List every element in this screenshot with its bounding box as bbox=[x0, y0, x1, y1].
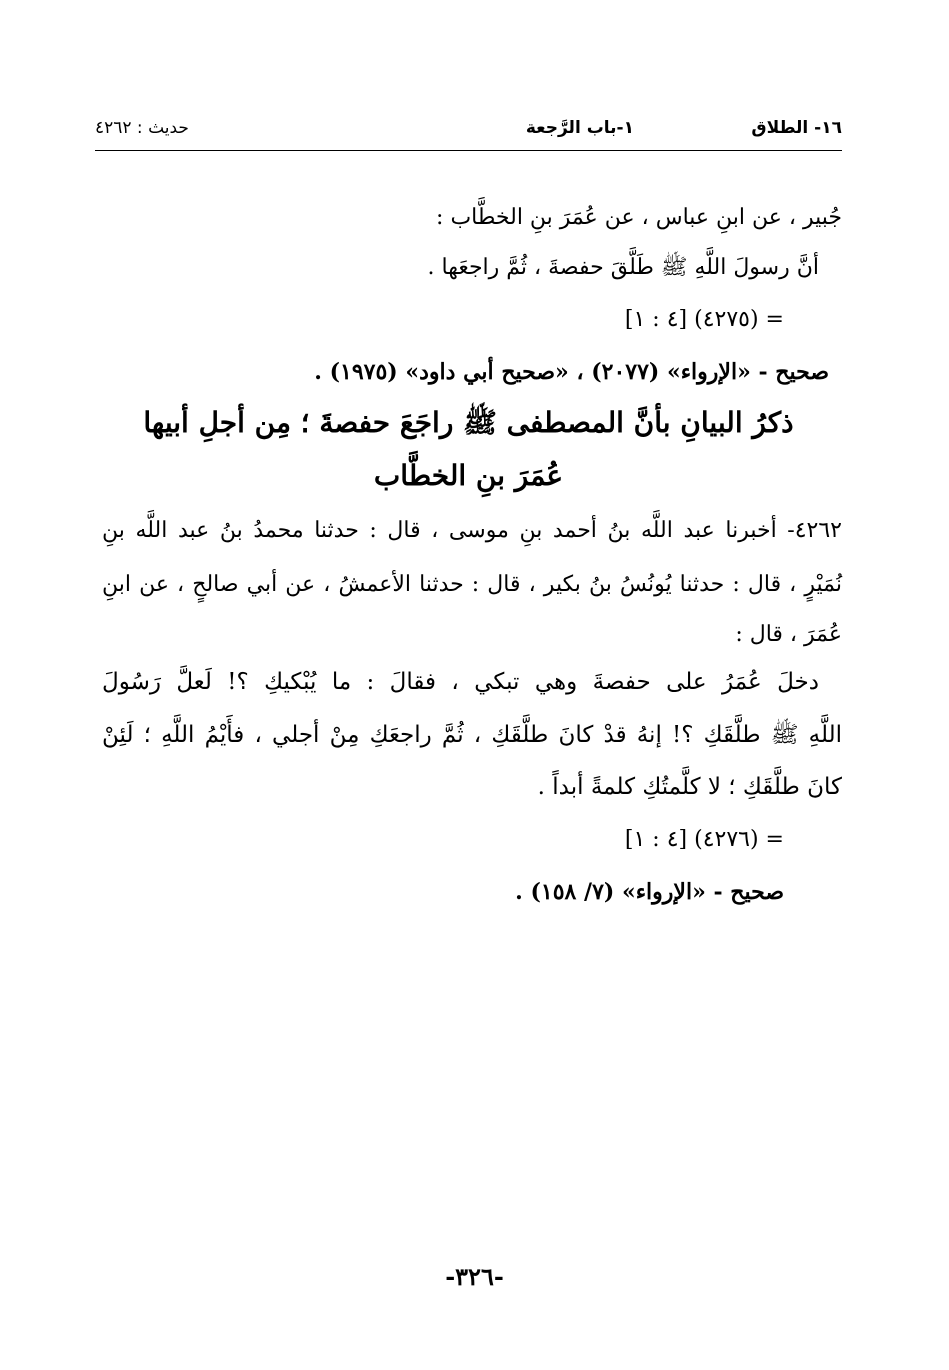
page-number: -٣٢٦- bbox=[445, 1262, 504, 1291]
matn-line-2: اللَّهِ ﷺ طلَّقَكِ ؟! إنهُ قدْ كانَ طلَّقَكِ ، ثُمَّ راجعَكِ مِنْ أجلي ، فأَيْمُ اللَّهِ ؛ لَئِنْ bbox=[102, 722, 842, 748]
section-heading-line-1: ذكرُ البيانِ بأنَّ المصطفى ﷺ راجَعَ حفصةَ ؛ مِن أجلِ أبيها bbox=[143, 406, 794, 439]
isnad-line-1: ٤٢٦٢- أخبرنا عبد اللَّه بنُ أحمد بنِ موسى ، قال : حدثنا محمدُ بنُ عبد اللَّه بنِ bbox=[102, 518, 842, 543]
hadith-grade: صحيح - «الإرواء» (٧/ ١٥٨) . bbox=[515, 879, 784, 905]
section-heading-line-2: عُمَرَ بنِ الخطَّاب bbox=[373, 459, 564, 492]
book-title: ١٦- الطلاق bbox=[751, 118, 842, 138]
prev-hadith-line-1: جُبير ، عن ابنِ عباس ، عن عُمَرَ بنِ الخطَّاب : bbox=[436, 205, 842, 230]
chapter-title: ١-باب الرَّجعة bbox=[525, 118, 634, 138]
matn-line-3: كانَ طلَّقَكِ ؛ لا كلَّمتُكِ كلمةً أبداً . bbox=[537, 774, 842, 800]
running-header bbox=[95, 118, 842, 146]
matn-line-1: دخلَ عُمَرُ على حفصةَ وهي تبكي ، فقالَ : ما يُبْكيكِ ؟! لَعلَّ رَسُولَ bbox=[102, 669, 819, 695]
isnad-line-2: نُمَيْرٍ ، قال : حدثنا يُونُسُ بنُ بكير ، قال : حدثنا الأعمشُ ، عن أبي صالحٍ ، عن ابنِ bbox=[102, 572, 842, 597]
prev-hadith-grade: صحيح - «الإرواء» (٢٠٧٧) ، «صحيح أبي داود» (١٩٧٥) . bbox=[314, 359, 829, 385]
prev-hadith-line-2: أنَّ رسولَ اللَّهِ ﷺ طَلَّقَ حفصةَ ، ثُمَّ راجعَها . bbox=[427, 255, 819, 280]
hadith-reference-line: = (٤٢٧٦) [٤ : ١] bbox=[624, 827, 784, 852]
isnad-line-3: عُمَرَ ، قال : bbox=[735, 622, 842, 647]
hadith-reference: حديث : ٤٢٦٢ bbox=[95, 118, 189, 138]
prev-hadith-reference: = (٤٢٧٥) [٤ : ١] bbox=[624, 307, 784, 332]
header-rule bbox=[95, 150, 842, 151]
